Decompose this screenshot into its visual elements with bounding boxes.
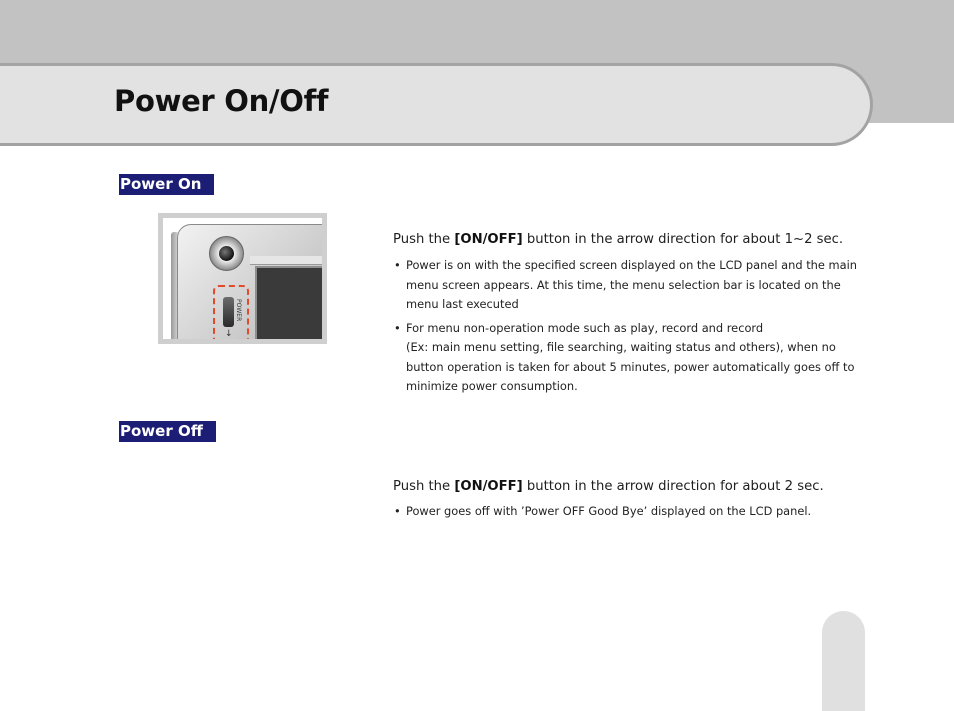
- power-off-bullet: • Power goes off with ’Power OFF Good Bye’ displayed on the LCD panel.: [393, 502, 863, 522]
- power-on-bullet: [393, 319, 863, 397]
- power-on-heading: Power On: [119, 174, 214, 195]
- power-off-lead-prefix: Push the: [393, 479, 455, 494]
- device-screen-rim: [250, 256, 322, 265]
- device-bezel: [177, 224, 322, 339]
- power-on-bullet: • Power is on with the specified screen displayed on the LCD panel and the main menu screen appears. At this time, the menu selection bar is located on the menu last executed: [393, 256, 863, 315]
- device-lcd-screen: [255, 266, 322, 339]
- on-off-button-ref: [ON/OFF]: [454, 232, 523, 247]
- power-on-bullet-line: For menu non-operation mode such as play, record and record: [406, 320, 764, 335]
- power-switch-icon: [223, 297, 234, 327]
- camera-lens-icon: [209, 236, 244, 271]
- power-off-instructions: [393, 478, 863, 522]
- power-on-instructions: [393, 231, 863, 397]
- power-on-lead-suffix: button in the arrow direction for about 1~2 sec.: [522, 232, 844, 247]
- power-switch-label: POWER: [235, 299, 242, 322]
- page-tab-decoration: [822, 611, 865, 711]
- power-on-lead-prefix: Push the: [393, 232, 455, 247]
- power-on-bullet-detail: (Ex: main menu setting, file searching, waiting status and others), when no button operation is taken for about 5 minutes, power automatically goes off to minimize power consumption.: [406, 340, 855, 393]
- page-title: Power On/Off: [114, 84, 329, 118]
- device-photo-frame: [163, 218, 322, 339]
- arrow-down-icon: ↓: [225, 329, 233, 339]
- power-on-lead: [393, 231, 863, 249]
- power-switch-highlight: [213, 285, 249, 339]
- on-off-button-ref: [ON/OFF]: [454, 479, 523, 494]
- device-photo: [158, 213, 327, 344]
- power-off-lead-suffix: button in the arrow direction for about 2 sec.: [522, 479, 824, 494]
- camera-lens-center: [219, 246, 234, 261]
- power-off-lead: [393, 478, 863, 496]
- power-off-heading: Power Off: [119, 421, 216, 442]
